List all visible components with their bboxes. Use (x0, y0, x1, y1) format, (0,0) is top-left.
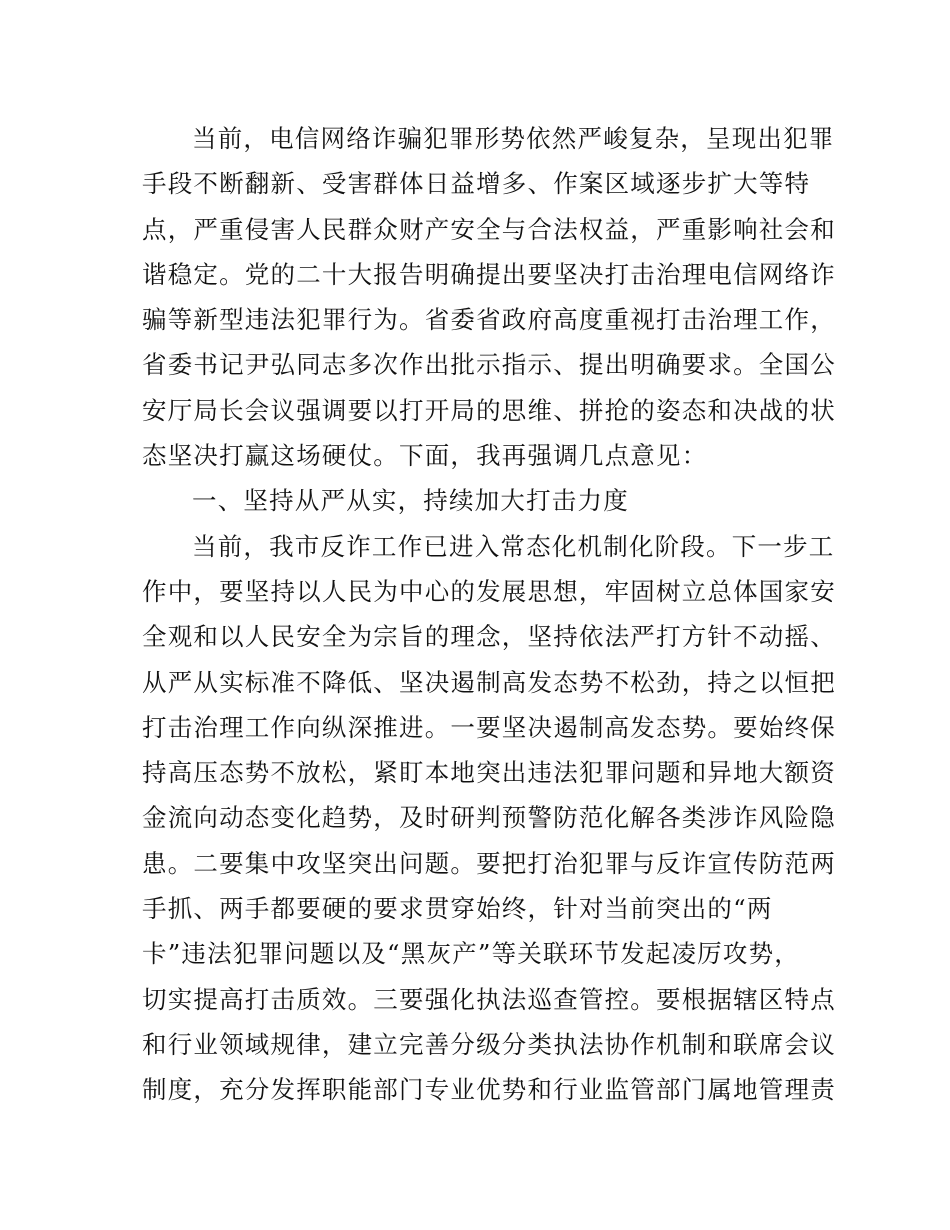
section-heading: 一、坚持从严从实，持续加大打击力度 (192, 486, 629, 516)
paragraph-line: 省委书记尹弘同志多次作出批示指示、提出明确要求。全国公 (142, 350, 836, 380)
paragraph-line: 当前，电信网络诈骗犯罪形势依然严峻复杂，呈现出犯罪 (192, 124, 835, 153)
paragraph-line: 当前，我市反诈工作已进入常态化机制化阶段。下一步工 (192, 531, 835, 561)
paragraph-line: 从严从实标准不降低、坚决遏制高发态势不松劲，持之以恒把 (142, 667, 836, 697)
paragraph-line: 全观和以人民安全为宗旨的理念，坚持依法严打方针不动摇、 (142, 622, 836, 652)
paragraph-line: 患。二要集中攻坚突出问题。要把打治犯罪与反诈宣传防范两 (142, 848, 836, 878)
paragraph-line: 点，严重侵害人民群众财产安全与合法权益，严重影响社会和 (142, 214, 836, 244)
paragraph-line: 手抓、两手都要硬的要求贯穿始终，针对当前突出的“两 (142, 894, 773, 924)
paragraph-line: 金流向动态变化趋势，及时研判预警防范化解各类涉诈风险隐 (142, 803, 836, 833)
paragraph-line: 卡”违法犯罪问题以及“黑灰产”等关联环节发起凌厉攻势， (142, 939, 800, 969)
paragraph-line: 骗等新型违法犯罪行为。省委省政府高度重视打击治理工作， (142, 305, 836, 335)
paragraph-line: 态坚决打赢这场硬仗。下面，我再强调几点意见： (142, 441, 708, 471)
paragraph-line: 谐稳定。党的二十大报告明确提出要坚决打击治理电信网络诈 (142, 259, 836, 289)
paragraph-line: 制度，充分发挥职能部门专业优势和行业监管部门属地管理责 (142, 1075, 836, 1105)
paragraph-line: 切实提高打击质效。三要强化执法巡查管控。要根据辖区特点 (142, 984, 836, 1014)
paragraph-line: 打击治理工作向纵深推进。一要坚决遏制高发态势。要始终保 (142, 712, 836, 742)
paragraph-line: 和行业领域规律，建立完善分级分类执法协作机制和联席会议 (142, 1029, 836, 1059)
paragraph-line: 持高压态势不放松，紧盯本地突出违法犯罪问题和异地大额资 (142, 758, 836, 788)
paragraph-line: 手段不断翻新、受害群体日益增多、作案区域逐步扩大等特 (142, 169, 811, 199)
body-text (142, 116, 836, 1113)
paragraph-line: 作中，要坚持以人民为中心的发展思想，牢固树立总体国家安 (142, 576, 836, 606)
paragraph-line: 安厅局长会议强调要以打开局的思维、拼抢的姿态和决战的状 (142, 395, 836, 425)
